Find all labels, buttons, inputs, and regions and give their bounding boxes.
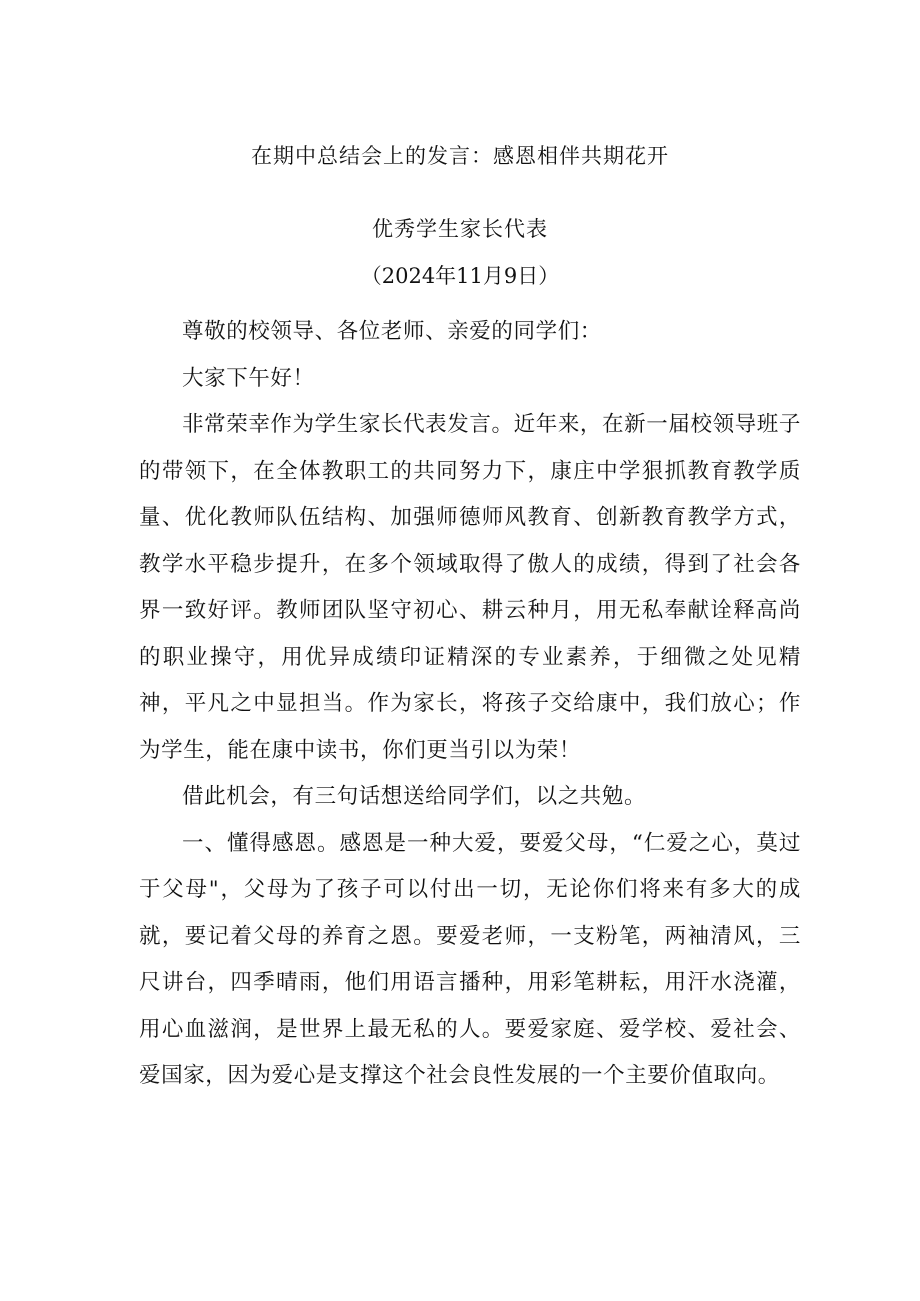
greeting: 大家下午好！ [182,365,315,391]
document-author: 优秀学生家长代表 [372,217,548,241]
body-paragraph: 非常荣幸作为学生家长代表发言。近年来，在新一届校领导班子的带领下，在全体教职工的共同努力下，康庄中学狠抓教育教学质量、优化教师队伍结构、加强师德师风教育、创新教育教学方式，教学水平稳步提升，在多个领域取得了傲人的成绩，得到了社会各界一致好评。教师团队坚守初心、耕云种月，用无私奉献诠释高尚的职业操守，用优异成绩印证精深的专业素养，于细微之处见精神，平凡之中显担当。作为家长，将孩子交给康中，我们放心；作为学生，能在康中读书，你们更当引以为荣！ [139,412,801,763]
body-paragraph: 一、懂得感恩。感恩是一种大爱，要爱父母，“仁爱之心，莫过于父母"，父母为了孩子可以付出一切，无论你们将来有多大的成就，要记着父母的养育之恩。要爱老师，一支粉笔，两袖清风，三尺讲台，四季晴雨，他们用语言播种，用彩笔耕耘，用汗水浇灌，用心血滋润，是世界上最无私的人。要爱家庭、爱学校、爱社会、爱国家，因为爱心是支撑这个社会良性发展的一个主要价值取向。 [139,830,801,1088]
document-body [139,309,801,1100]
document-title: 在期中总结会上的发言：感恩相伴共期花开 [251,144,669,168]
body-paragraph: 借此机会，有三句话想送给同学们，以之共勉。 [182,784,647,809]
document-date: （2024年11月9日） [360,264,560,288]
salutation: 尊敬的校领导、各位老师、亲爱的同学们： [182,319,602,344]
